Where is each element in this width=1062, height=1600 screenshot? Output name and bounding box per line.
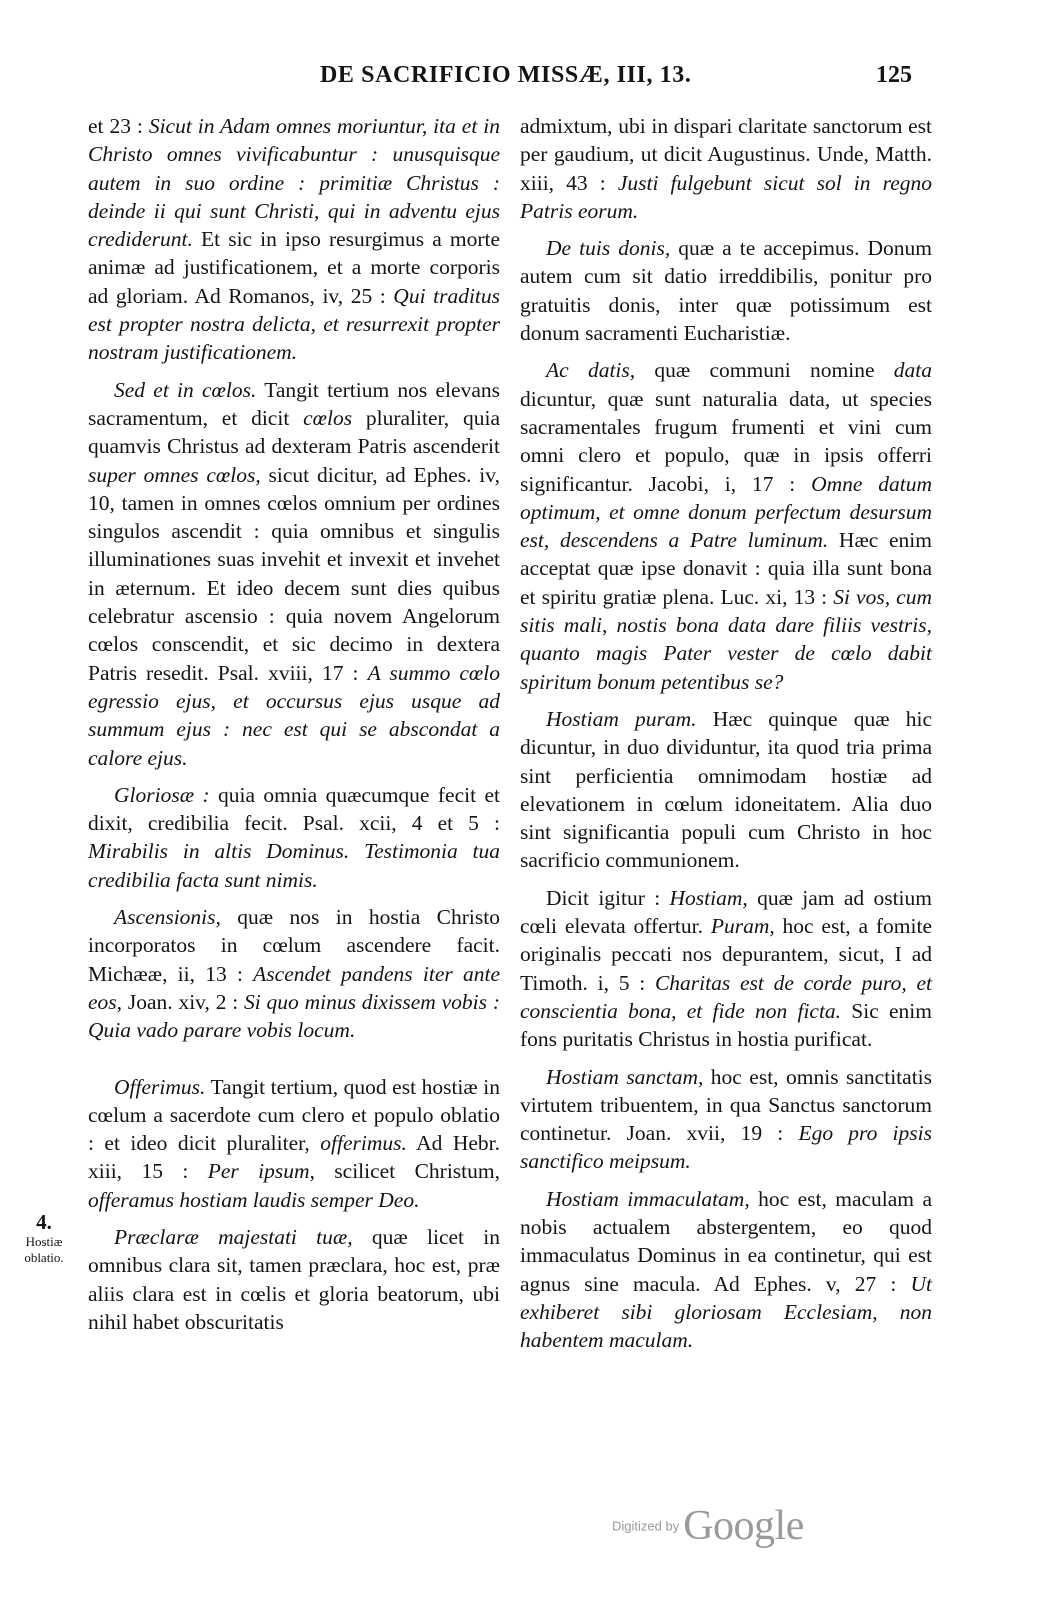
italic-text-run: Per ipsum,: [207, 1159, 315, 1184]
italic-text-run: Hostiam puram.: [546, 706, 697, 731]
paragraph: [88, 376, 500, 772]
italic-text-run: offeramus hostiam laudis semper Deo.: [88, 1187, 420, 1212]
text-run: Tangit tertium, quod est hostiæ in cœlum a sacerdote cum clero et populo oblatio : et ideo dicit pluraliter,: [88, 1074, 500, 1156]
paragraph: [520, 234, 932, 347]
italic-text-run: offerimus.: [320, 1131, 407, 1156]
paragraph: [88, 112, 500, 367]
italic-text-run: Offerimus.: [114, 1074, 206, 1099]
text-run: sicut dicitur, ad Ephes. iv, 10, tamen in omnes cœlos omnium per ordines singulos ascendit : quia omnibus et singulis illuminationes suas invehit et invexit et invehet in æternum. Et ideo decem sunt dies quibus celebratur ascensio : quia novem Angelorum cœlos conscendit, et sic decimo in dextera Patris resedit. Psal. xviii, 17 :: [88, 462, 501, 685]
text-run: Tangit tertium nos elevans sacramentum, et dicit: [88, 377, 500, 430]
margin-note-text: Hostiæ oblatio.: [24, 1234, 64, 1265]
margin-note: [14, 1210, 74, 1266]
paragraph: [520, 705, 932, 875]
google-logo: Google: [683, 1503, 804, 1549]
text-run: quæ licet in omnibus clara sit, tamen præclara, hoc est, præ aliis clara est in cœlis et gloria beatorum, ubi nihil habet obscuritatis: [88, 1224, 500, 1334]
text-run: Sic enim fons puritatis Christus in hostia purificat.: [520, 998, 932, 1052]
text-run: Ad Hebr. xiii, 15 :: [88, 1131, 501, 1184]
text-run: quæ nos in hostia Christo incorporatos in cœlum ascendere facit. Michææ, ii, 13 :: [88, 905, 500, 986]
italic-text-run: De tuis donis,: [546, 236, 671, 261]
italic-text-run: data: [893, 358, 932, 383]
italic-text-run: Ascensionis,: [114, 905, 221, 930]
paragraph: [520, 884, 932, 1054]
italic-text-run: Ascendet pandens iter ante eos,: [88, 961, 501, 1014]
italic-text-run: Puram,: [710, 914, 775, 939]
paragraph: [88, 1073, 500, 1214]
text-run: Et sic in ipso resurgimus a morte animæ ad justificationem, et a morte corporis ad gloriam. Ad Romanos, iv, 25 :: [88, 227, 500, 308]
italic-text-run: A summo cœlo egressio ejus, et occursus ejus usque ad summum ejus : nec est qui se abscondat a calore ejus.: [88, 660, 500, 770]
text-run: admixtum, ubi in dispari claritate sanctorum est per gaudium, ut dicit Augustinus. Unde, Matth. xiii, 43 :: [520, 114, 932, 195]
text-run: quæ a te accepimus. Donum autem cum sit datio irreddibilis, ponitur pro gratuitis donis, inter quæ potissimum est donum sacramenti Eucharistiæ.: [520, 236, 932, 346]
right-column: [520, 112, 932, 1363]
text-run: hoc est, a fomite originalis peccati nos depurantem, sicut, I ad Timoth. i, 5 :: [520, 914, 933, 995]
text-run: Hæc quinque quæ hic dicuntur, in duo dividuntur, ita quod tria prima sint perficientia omnimodam hostiæ ad elevationem in cœlum idoneitatem. Alia duo sint significantia populi cum Christo in hoc sacrificio communionem.: [520, 706, 932, 873]
italic-text-run: Sicut in Adam omnes moriuntur, ita et in Christo omnes vivificabuntur : unusquisque autem in suo ordine : primitiæ Christus : deinde ii qui sunt Christi, qui in adventu ejus crediderunt.: [88, 114, 500, 252]
text-run: scilicet Christum,: [314, 1159, 500, 1184]
paragraph: [88, 781, 500, 894]
digitized-watermark: [612, 1502, 804, 1550]
italic-text-run: Hostiam,: [669, 885, 748, 910]
paragraph: [88, 1223, 500, 1336]
paragraph: [520, 1063, 932, 1176]
italic-text-run: Omne datum optimum, et omne donum perfectum desursum est, descendens a Patre luminum.: [520, 471, 932, 553]
italic-text-run: Ego pro ipsis sanctifico meipsum.: [520, 1121, 932, 1174]
italic-text-run: Si vos, cum sitis mali, nostis bona data dare filiis vestris, quanto magis Pater vester de cœlo dabit spiritum bonum petentibus se?: [520, 584, 932, 694]
italic-text-run: Hostiam immaculatam,: [546, 1186, 750, 1211]
italic-text-run: Ac datis,: [546, 358, 636, 383]
italic-text-run: Sed et in cœlos.: [114, 377, 257, 402]
italic-text-run: Gloriosæ :: [114, 782, 210, 807]
text-run: quæ jam ad ostium cœli elevata offertur.: [520, 885, 932, 939]
paragraph: [520, 356, 932, 696]
margin-note-number: 4.: [36, 1210, 52, 1234]
text-run: quia omnia quæcumque fecit et dixit, credibilia fecit. Psal. xcii, 4 et 5 :: [88, 782, 500, 836]
italic-text-run: Mirabilis in altis Dominus. Testimonia tua credibilia facta sunt nimis.: [88, 839, 500, 892]
text-run: Dicit igitur :: [546, 885, 670, 910]
page-number: 125: [876, 62, 912, 88]
italic-text-run: super omnes cœlos,: [88, 462, 261, 487]
paragraph: [520, 112, 932, 225]
text-run: Joan. xiv, 2 :: [122, 989, 245, 1014]
italic-text-run: Hostiam sanctam,: [546, 1064, 704, 1089]
digitized-label: Digitized by: [612, 1518, 680, 1534]
italic-text-run: cœlos: [303, 405, 353, 430]
italic-text-run: Charitas est de corde puro, et conscientia bona, et fide non ficta.: [520, 970, 932, 1023]
text-run: et 23 :: [88, 114, 149, 138]
text-run: hoc est, omnis sanctitatis virtutem tribuentem, in qua Sanctus sanctorum continetur. Joan. xvii, 19 :: [520, 1064, 933, 1146]
italic-text-run: Qui traditus est propter nostra delicta, et resurrexit propter nostram justificationem.: [88, 283, 501, 365]
running-title: DE SACRIFICIO MISSÆ, III, 13.: [320, 62, 692, 88]
text-run: pluraliter, quia quamvis Christus ad dexteram Patris ascenderit: [88, 405, 500, 459]
left-column: [88, 112, 500, 1345]
text-run: hoc est, maculam a nobis actualem abstergentem, eo quod immaculatus Dominus in ea continetur, qui est agnus sine macula. Ad Ephes. v, 27 :: [520, 1186, 932, 1296]
italic-text-run: Si quo minus dixissem vobis : Quia vado parare vobis locum.: [88, 989, 500, 1043]
italic-text-run: Præclaræ majestati tuæ,: [114, 1224, 353, 1249]
paragraph: [520, 1185, 932, 1355]
italic-text-run: Ut exhiberet sibi gloriosam Ecclesiam, non habentem maculam.: [520, 1271, 932, 1353]
text-run: quæ communi nomine: [635, 358, 894, 383]
italic-text-run: Justi fulgebunt sicut sol in regno Patris eorum.: [520, 170, 932, 223]
running-header: [0, 62, 1062, 98]
text-run: dicuntur, quæ sunt naturalia data, ut species sacramentales frugum frumenti et vini cum omni clero et populo, quæ in ipsis offerri significantur. Jacobi, i, 17 :: [520, 386, 932, 496]
text-run: Hæc enim acceptat quæ ipse donavit : quia illa sunt bona et spiritu gratiæ plena. Luc. xi, 13 :: [520, 528, 932, 609]
paragraph: [88, 903, 500, 1044]
